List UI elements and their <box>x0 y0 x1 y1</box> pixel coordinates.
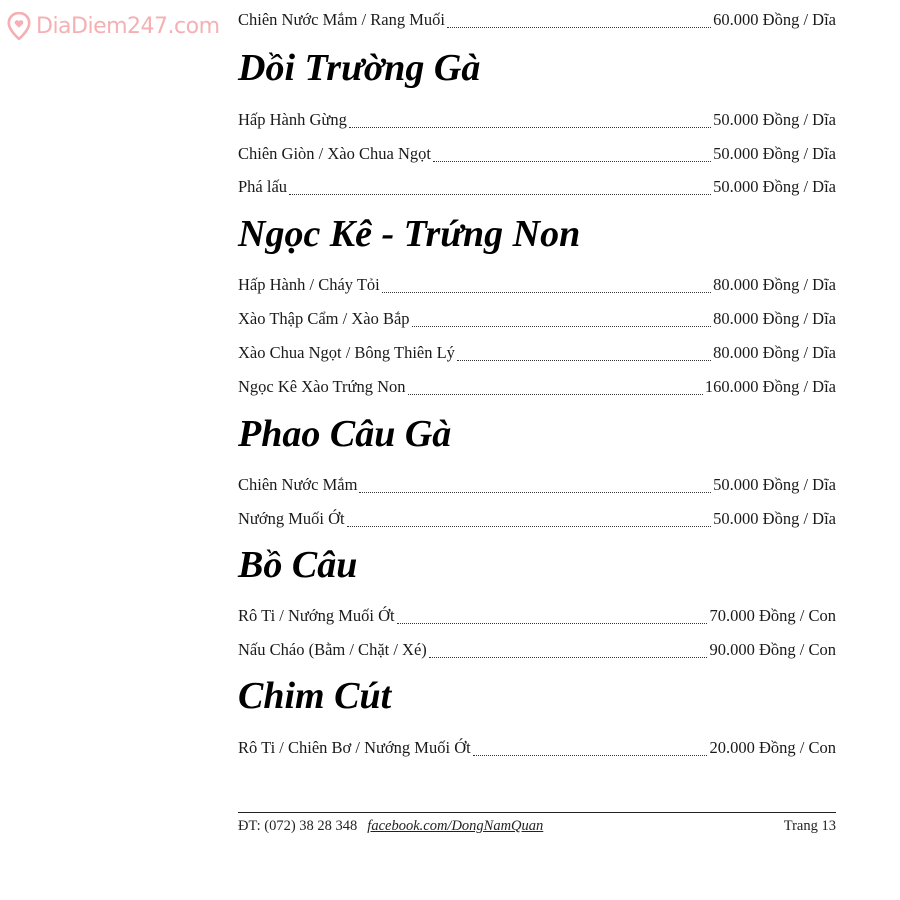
dot-leader <box>412 326 712 327</box>
page-footer <box>238 818 836 835</box>
menu-item-name: Ngọc Kê Xào Trứng Non <box>238 377 406 396</box>
menu-item-price: 50.000 Đồng / Dĩa <box>713 110 836 129</box>
dot-leader <box>429 657 708 658</box>
menu-item <box>238 738 836 762</box>
dot-leader <box>433 161 711 162</box>
menu-item-price: 80.000 Đồng / Dĩa <box>713 275 836 294</box>
menu-item-name: Chiên Nước Mắm / Rang Muối <box>238 10 445 29</box>
dot-leader <box>473 755 708 756</box>
menu-item <box>238 275 836 299</box>
menu-item-price: 80.000 Đồng / Dĩa <box>713 343 836 362</box>
menu-item <box>238 475 836 499</box>
section-title: Phao Câu Gà <box>238 413 452 455</box>
menu-item-price: 160.000 Đồng / Dĩa <box>704 377 836 396</box>
dot-leader <box>289 194 711 195</box>
menu-item <box>238 509 836 533</box>
dot-leader <box>359 492 711 493</box>
menu-item <box>238 10 836 34</box>
menu-item-name: Nướng Muối Ớt <box>238 509 345 528</box>
menu-item-name: Phá lấu <box>238 177 288 196</box>
menu-item-name: Nấu Cháo (Bằm / Chặt / Xé) <box>238 640 427 659</box>
menu-item-name: Chiên Giòn / Xào Chua Ngọt <box>238 144 431 163</box>
watermark-text: DiaDiem247.com <box>36 13 220 39</box>
menu-item-name: Chiên Nước Mắm <box>238 475 358 494</box>
footer-phone: ĐT: (072) 38 28 348 <box>238 818 358 834</box>
section-title: Ngọc Kê - Trứng Non <box>238 213 581 255</box>
menu-item-name: Hấp Hành Gừng <box>238 110 347 129</box>
menu-item <box>238 177 836 201</box>
watermark <box>6 12 220 40</box>
menu-item <box>238 110 836 134</box>
menu-item-price: 60.000 Đồng / Dĩa <box>713 10 836 29</box>
section-title: Chim Cút <box>238 675 392 717</box>
footer-page-number: Trang 13 <box>783 818 836 834</box>
menu-item-name: Rô Ti / Nướng Muối Ớt <box>238 606 395 625</box>
menu-item-price: 20.000 Đồng / Con <box>709 738 836 757</box>
dot-leader <box>349 127 711 128</box>
menu-item-price: 50.000 Đồng / Dĩa <box>713 475 836 494</box>
section-title: Bồ Câu <box>238 544 358 586</box>
dot-leader <box>397 623 708 624</box>
footer-divider <box>238 812 836 813</box>
dot-leader <box>447 27 711 28</box>
menu-item-name: Xào Chua Ngọt / Bông Thiên Lý <box>238 343 455 362</box>
menu-item <box>238 343 836 367</box>
menu-item-price: 90.000 Đồng / Con <box>709 640 836 659</box>
footer-facebook-link[interactable]: facebook.com/DongNamQuan <box>367 818 544 834</box>
menu-item-name: Rô Ti / Chiên Bơ / Nướng Muối Ớt <box>238 738 471 757</box>
section-title: Dồi Trường Gà <box>238 47 481 89</box>
menu-item <box>238 377 836 401</box>
menu-item-name: Xào Thập Cẩm / Xào Bắp <box>238 309 410 328</box>
menu-item <box>238 640 836 664</box>
menu-item <box>238 309 836 333</box>
menu-item-price: 50.000 Đồng / Dĩa <box>713 177 836 196</box>
dot-leader <box>382 292 711 293</box>
menu-item <box>238 606 836 630</box>
menu-item <box>238 144 836 168</box>
dot-leader <box>408 394 703 395</box>
dot-leader <box>457 360 711 361</box>
dot-leader <box>347 526 712 527</box>
menu-item-price: 80.000 Đồng / Dĩa <box>713 309 836 328</box>
menu-item-price: 50.000 Đồng / Dĩa <box>713 509 836 528</box>
location-pin-icon <box>6 12 32 40</box>
menu-item-price: 50.000 Đồng / Dĩa <box>713 144 836 163</box>
menu-item-name: Hấp Hành / Cháy Tỏi <box>238 275 380 294</box>
menu-item-price: 70.000 Đồng / Con <box>709 606 836 625</box>
